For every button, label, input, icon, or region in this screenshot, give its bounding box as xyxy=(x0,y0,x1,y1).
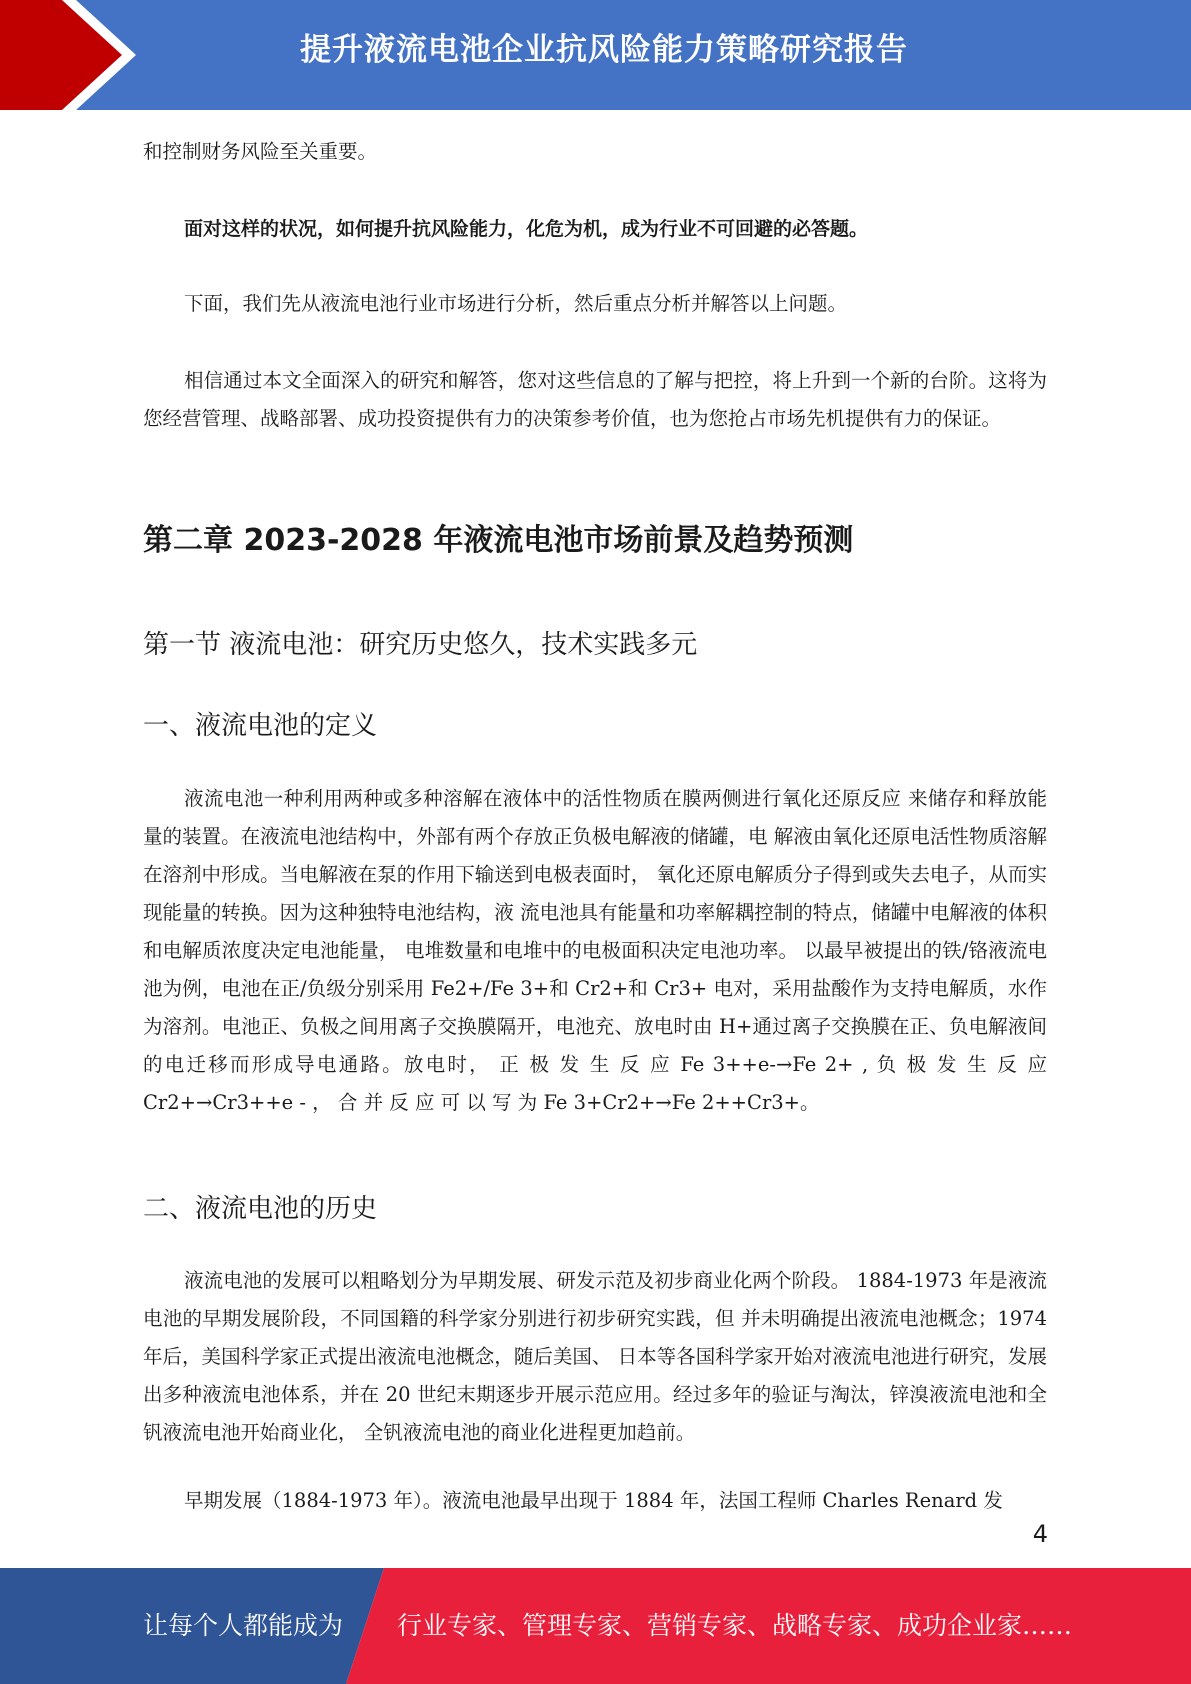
paragraph-4: 相信通过本文全面深入的研究和解答，您对这些信息的了解与把控，将上升到一个新的台阶。这将为您经营管理、战略部署、成功投资提供有力的决策参考价值，也为您抢占市场先机提供有力的保证。 xyxy=(143,369,1047,430)
paragraph-1: 和控制财务风险至关重要。 xyxy=(143,140,378,163)
header-chevron-decoration xyxy=(0,0,160,110)
footer-slogan-right: 行业专家、管理专家、营销专家、战略专家、成功企业家…… xyxy=(397,1611,1073,1640)
subsection-title-definition: 一、液流电池的定义 xyxy=(143,711,378,741)
subsection-title-history: 二、液流电池的历史 xyxy=(143,1194,378,1224)
paragraph-early-development: 早期发展（1884-1973 年）。液流电池最早出现于 1884 年，法国工程师 Charles Renard 发 xyxy=(184,1489,1003,1512)
page-number: 4 xyxy=(1032,1520,1048,1548)
page-header xyxy=(0,0,1191,110)
footer-slogan-left: 让每个人都能成为 xyxy=(143,1611,344,1640)
paragraph-history: 液流电池的发展可以粗略划分为早期发展、研发示范及初步商业化两个阶段。 1884-1973 年是液流电池的早期发展阶段，不同国籍的科学家分别进行初步研究实践，但 并未明确提出液流电池概念；1974 年后，美国科学家正式提出液流电池概念，随后美国、 日本等各国科学家开始对液流电池进行研究，发展出多种液流电池体系，并在 20 世纪末期逐步开展示范应用。经过多年的验证与淘汰，锌溴液流电池和全钒液流电池开始商业化， 全钒液流电池的商业化进程更加趋前。 xyxy=(143,1269,1047,1444)
chapter-title: 第二章 2023-2028 年液流电池市场前景及趋势预测 xyxy=(143,523,854,558)
paragraph-3: 下面，我们先从液流电池行业市场进行分析，然后重点分析并解答以上问题。 xyxy=(184,292,848,315)
header-title: 提升液流电池企业抗风险能力策略研究报告 xyxy=(300,32,908,68)
section-title: 第一节 液流电池：研究历史悠久，技术实践多元 xyxy=(143,630,698,660)
page-footer xyxy=(0,1568,1191,1684)
paragraph-definition: 液流电池一种利用两种或多种溶解在液体中的活性物质在膜两侧进行氧化还原反应 来储存和释放能量的装置。在液流电池结构中，外部有两个存放正负极电解液的储罐，电 解液由氧化还原电活性物质溶解在溶剂中形成。当电解液在泵的作用下输送到电极表面时， 氧化还原电解质分子得到或失去电子，从而实现能量的转换。因为这种独特电池结构，液 流电池具有能量和功率解耦控制的特点，储罐中电解液的体积和电解质浓度决定电池能量， 电堆数量和电堆中的电极面积决定电池功率。 以最早被提出的铁/铬液流电池为例，电池在正/负级分别采用 Fe2+/Fe 3+和 Cr2+和 Cr3+ 电对，采用盐酸作为支持电解质，水作为溶剂。电池正、负极之间用离子交换膜隔开，电池充、放电时由 H+通过离子交换膜在正、负电解液间的电迁移而形成导电通路。放电时， 正 极 发 生 反 应 Fe 3++e-→Fe 2+ , 负 极 发 生 反 应 Cr2+→Cr3++e - ， 合 并 反 应 可 以 写 为 Fe 3+Cr2+→Fe 2++Cr3+。 xyxy=(143,787,1047,1114)
paragraph-2: 面对这样的状况，如何提升抗风险能力，化危为机，成为行业不可回避的必答题。 xyxy=(184,218,869,240)
